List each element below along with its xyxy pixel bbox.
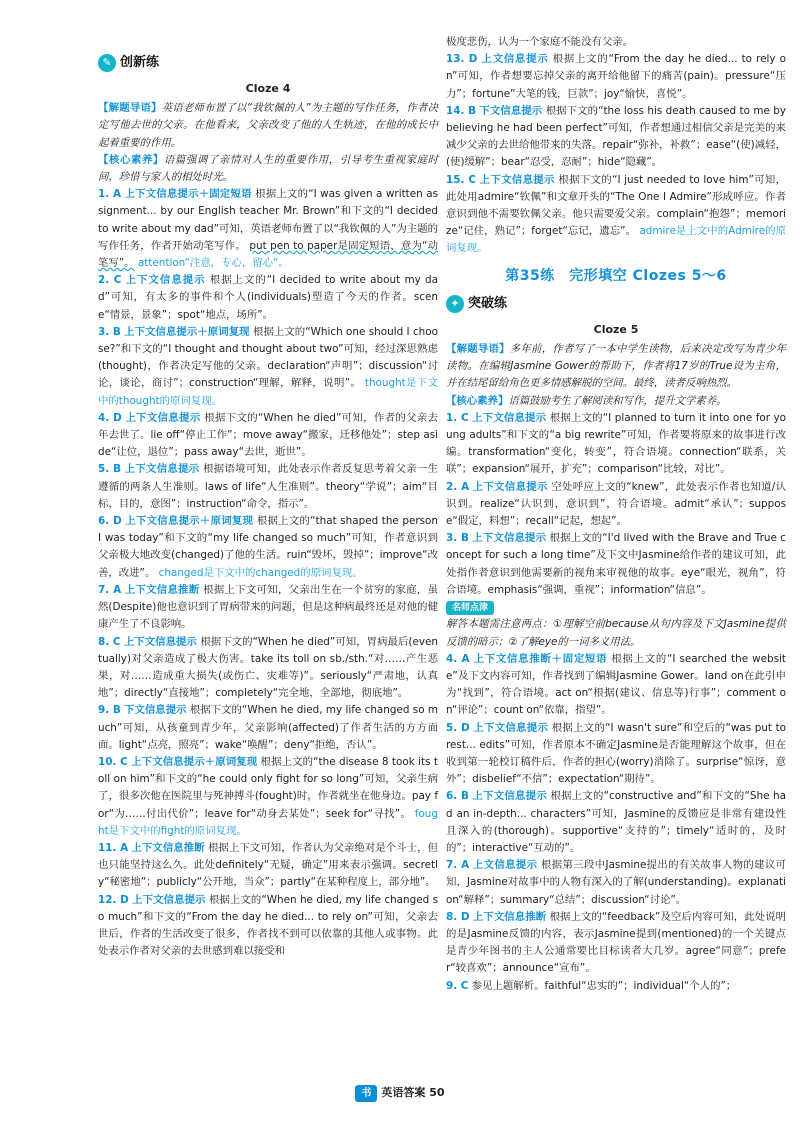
hint-tag: 上文信息提示: [481, 53, 549, 66]
answer-explanation: 根据上文的“that shaped the person I was today”和下文的“my life changed so much”可知，作者意识到父亲极大地改变(changed)了他的生活。ruin“毁坏，毁掉”；improve“改善，改进”。: [98, 515, 438, 579]
reuse-note: attention“注意，专心，留心”。: [137, 257, 289, 270]
answer-number: 6. D: [98, 515, 122, 528]
answer-item: [98, 582, 438, 634]
answer-number: 9. C: [446, 979, 469, 992]
answer-number: 7. A: [98, 583, 122, 596]
answer-number: 11. A: [98, 841, 129, 854]
book-icon: ✎: [98, 54, 116, 72]
cloze-title: Cloze 5: [593, 322, 639, 336]
page-footer: [0, 1084, 800, 1102]
right-column: [446, 34, 786, 995]
teacher-tip: [446, 599, 786, 651]
hint-tag: 上下文信息提示: [472, 411, 547, 424]
guide-paragraph: 【解题导语】多年前，作者写了一本中学生读物，后来决定改写为青少年读物。在编辑Jasmine Gower的帮助下，作者将17岁的True设为主角，并在结尾留给角色更多情感解脱的空间。最终，读者反响热烈。: [446, 343, 786, 390]
answer-number: 12. D: [98, 893, 129, 906]
hint-tag: 上下文信息提示: [132, 893, 206, 906]
answer-item: [446, 720, 786, 789]
hint-tag: 下文信息提示: [479, 104, 543, 117]
answer-explanation: 根据上文的“When he died, my life changed so much”和下文的“From the day he died... to rely on”可知，父亲去世后，作者的生活改变了很多，作者找不到可以依靠的其他人或事物。此处表示作者对父亲的去世感到难以接受和: [98, 893, 439, 958]
answer-number: 8. C: [98, 635, 121, 648]
hint-tag: 上下文信息提示: [473, 721, 549, 734]
answer-number: 4. A: [446, 652, 470, 665]
answer-number: 5. B: [98, 463, 122, 476]
answer-number: 6. B: [446, 790, 469, 803]
answer-explanation: 根据上文的“constructive and”和下文的“She had an in-depth... characters”可知，Jasmine的反馈应是非常有建设性且深入的(thorough)。supportive“支持的”；timely“适时的，及时的”；interactive“互动的”。: [446, 790, 786, 854]
answer-item: [98, 702, 438, 754]
hint-tag: 上下文信息提示: [479, 173, 555, 186]
page-number: 英语答案 50: [381, 1086, 445, 1099]
answer-item: [446, 978, 786, 995]
core-paragraph: 【核心素养】语篇鼓励考生了解阅读和写作，提升文学素养。: [446, 394, 727, 407]
answer-explanation: 根据上文的“From the day he died... to rely on”可知，作者想要忘掉父亲的离开给他留下的痛苦(pain)。pressure“压力”；fortune“大笔的钱，巨款”；joy“愉快，喜悦”。: [446, 53, 787, 100]
reuse-note: admire是上文中的Admire的原词复现。: [446, 225, 787, 255]
answer-explanation: 根据上文的“I'd lived with the Brave and True concept for such a long time”及下文中Jasmine给作者的建议可知，此处指作者意识到他需要新的视角来审视他的故事。eye“眼光，视角”，符合语境。emphasis“强调，重视”；information“信息”。: [446, 532, 786, 596]
hint-tag: 上下文信息提示: [472, 532, 547, 545]
left-answer-list: [98, 186, 438, 960]
section-title: 创新练: [120, 55, 160, 71]
answer-number: 5. D: [446, 721, 470, 734]
right-answer-list-b: [446, 410, 786, 599]
section-header-breakthrough: [446, 293, 786, 315]
answer-explanation: 根据上文的“I searched the website”及下文内容可知，作者找到了编辑Jasmine Gower。land on在此引申为“找到”，符合语境。act on“根据(建议、信息等)行事”；comment on“评论”；count on“依靠，指望”。: [446, 652, 786, 717]
answer-explanation: 根据上下文可知，父亲出生在一个贫穷的家庭，虽然(Despite)他也意识到了胃病带来的问题，但是这种病最终还是对他的健康产生了不良影响。: [98, 583, 438, 631]
tip-text: 解答本题需注意两点：①理解空前because从句内容及下文Jasmine提供反馈的暗示；②了解eye的一词多义用法。: [446, 618, 786, 648]
lesson-title: 第35练 完形填空 Clozes 5～6: [505, 267, 727, 284]
hint-tag: 上文信息提示: [472, 859, 538, 872]
answer-item: [446, 909, 786, 978]
hint-tag: 上下文信息推断＋固定短语: [473, 652, 608, 665]
answer-explanation: 根据上文的“feedback”及空后内容可知，此处说明的是Jasmine反馈的内容，表示Jasmine提到(mentioned)的一个关键点是青少年图书的主人公通常要比目标读者大几岁。agree“同意”；prefer“较喜欢”；announce“宣布”。: [446, 910, 787, 975]
reuse-note: thought是下文中的thought的原词复现。: [98, 377, 438, 407]
answer-explanation: 根据下文的“When he died, my life changed so much”可知，从孩童到青少年，父亲影响(affected)了作者生活的方方面面。light“点亮，照亮”；wake“唤醒”；deny“拒绝，否认”。: [98, 704, 438, 751]
answer-item: [446, 857, 786, 909]
answer-explanation: 根据第三段中Jasmine提出的有关故事人物的建议可知，Jasmine对故事中的人物有深入的了解(understanding)。explanation“解释”；summary“总结”；discussion“讨论”。: [446, 859, 787, 906]
answer-number: 13. D: [446, 53, 478, 66]
hint-tag: 上下文信息提示: [125, 274, 206, 287]
continued-line: 极度悲伤，认为一个家庭不能没有父亲。: [446, 36, 634, 48]
answer-item: [98, 513, 438, 582]
answer-item: [446, 651, 786, 720]
core-paragraph: 【核心素养】语篇强调了亲情对人生的重要作用，引导考生重视家庭时间，珍惜与家人的相处时光。: [98, 153, 438, 184]
answer-item: [446, 479, 786, 531]
hint-tag: 上下文信息提示＋原词复现: [125, 515, 254, 528]
answer-item: [98, 186, 438, 272]
hint-tag: 上下文信息提示＋原词复现: [131, 755, 258, 768]
answer-explanation: 根据下文的“I just needed to love him”可知，此处用admire“钦佩”和文章开头的“The One I Admire”形成呼应。作者意识到他不需要钦佩父亲。他只需要爱父亲。complain“抱怨”；memorize“记住，熟记”；forget“忘记，遗忘”。: [446, 173, 787, 238]
answer-item: [98, 272, 438, 324]
answer-number: 3. B: [446, 532, 469, 545]
answer-explanation: 根据下文的“the loss his death caused to me by believing he had been perfect”可知，作者想通过相信父亲是完美的来减少父亲的去世给他带来的失落。repair“弥补，补救”；ease“(使)减轻，(使)缓解”；bear“忍受，忍耐”；hide“隐藏”。: [446, 104, 786, 169]
reuse-note: fought是下文中的fight的原词复现。: [98, 807, 438, 837]
answer-item: [446, 172, 786, 258]
answer-explanation: 根据上文的“I was given a written assignment... by our English teacher Mr. Brown”和下文的“I decided to write about my dad”可知，英语老师布置了以“我钦佩的人”为主题的写作任务，作者开始动笔写作。: [98, 188, 438, 252]
left-column: [98, 52, 438, 960]
answer-item: [98, 892, 438, 961]
highlight-phrase: put pen to paper是固定短语，意为“动笔写”。: [98, 239, 438, 270]
reuse-note: changed是下文中的changed的原词复现。: [158, 566, 363, 579]
answer-number: 4. D: [98, 411, 122, 424]
answer-explanation: 根据上文的“the disease 8 took its toll on him”和下文的“he could only fight for so long”可知，父亲生病了，很多次他在医院里与死神搏斗(fought)时，作者就坐在他身边。pay for“为……付出代价”；leave for“动身去某处”；seek for“寻找”。: [98, 755, 438, 820]
hint-tag: 上下文信息提示: [125, 411, 201, 424]
answer-number: 7. A: [446, 859, 470, 872]
answer-item: [98, 840, 438, 892]
hint-tag: 下文信息提示: [124, 704, 187, 717]
answer-item: [446, 410, 786, 479]
footer-badge: 书: [355, 1085, 377, 1102]
answer-explanation: 参见上题解析。faithful“忠实的”；individual“个人的”；: [471, 979, 737, 992]
right-answer-list-c: [446, 651, 786, 995]
answer-explanation: 根据上文的“I planned to turn it into one for young adults”和下文的“a big rewrite”可知，作者要将原来的故事进行改编。transformation“变化，转变”，符合语境。connection“联系，关联”；expansion“展开，扩充”；comparison“比较，对比”。: [446, 411, 787, 476]
section-title: 突破练: [468, 296, 508, 312]
answer-number: 10. C: [98, 755, 128, 768]
answer-explanation: 空处呼应上文的“knew”，此处表示作者也知道/认识到。realize“认识到，意识到”，符合语境。admit“承认”；suppose“假定，料想”；recall“记起，想起”。: [446, 480, 786, 528]
answer-item: [98, 410, 438, 462]
answer-number: 9. B: [98, 704, 121, 717]
answer-number: 2. C: [98, 274, 122, 287]
answer-number: 3. B: [98, 325, 121, 338]
hint-tag: 上下文信息提示＋原词复现: [124, 325, 250, 338]
answer-number: 2. A: [446, 480, 470, 493]
answer-explanation: 根据下文的“When he died”可知，作者的父亲去年去世了。lie off“停止工作”；move away“搬家，迁移他处”；step aside“让位，退位”；pass away“去世，逝世”。: [98, 411, 438, 459]
hint-tag: 上下文信息提示＋固定短语: [124, 188, 252, 201]
answer-item: [446, 530, 786, 599]
hint-tag: 上下文信息推断: [131, 841, 205, 854]
hint-tag: 上下文信息推断: [472, 910, 547, 923]
answer-number: 15. C: [446, 173, 476, 186]
answer-number: 8. D: [446, 910, 470, 923]
answer-item: [98, 324, 438, 410]
answer-item: [446, 51, 786, 103]
tip-badge: 名师点津: [446, 601, 494, 615]
answer-explanation: 根据上下文可知，作者认为父亲绝对是个斗士，但也只能坚持这么久。此处definitely“无疑，确定”用来表示强调。secretly“秘密地”；publicly“公开地，当众”；partly“在某种程度上，部分地”。: [98, 841, 439, 889]
right-answer-list-a: [446, 51, 786, 257]
hint-tag: 上下文信息提示: [472, 790, 547, 803]
answer-item: [446, 788, 786, 857]
answer-item: [98, 634, 438, 703]
hint-tag: 上下文信息推断: [124, 583, 200, 596]
answer-explanation: 根据语境可知，此处表示作者反复思考着父亲一生遵循的两条人生准则。laws of life“人生准则”。theory“学说”；aim“目标，目的，意图”；instruction“命令，指示”。: [98, 463, 438, 510]
answer-explanation: 根据上文的“I decided to write about my dad”可知，有太多的事件和个人(individuals)塑造了今天的作者。scene“情景，景象”；spot“地点，场所”。: [98, 274, 438, 321]
answer-explanation: 根据上文的“I wasn't sure”和空后的“was put to rest... edits”可知，作者原本不确定Jasmine是否能理解这个故事，但在收到第一轮校订稿件后，作者的担心(worry)消除了。surprise“惊讶，意外”；disbelief“不信”；expectation“期待”。: [446, 721, 787, 786]
guide-paragraph: 【解题导语】英语老师布置了以“我钦佩的人”为主题的写作任务，作者决定写他去世的父亲。在他看来，父亲改变了他的人生轨迹，在他的成长中起着重要的作用。: [98, 102, 439, 149]
answer-item: [446, 103, 786, 172]
rocket-icon: ✦: [446, 295, 464, 313]
hint-tag: 上下文信息提示: [124, 463, 200, 476]
answer-item: [98, 754, 438, 840]
answer-number: 14. B: [446, 104, 477, 117]
answer-item: [98, 461, 438, 513]
cloze-title: Cloze 4: [245, 82, 291, 95]
answer-number: 1. C: [446, 411, 469, 424]
hint-tag: 上下文信息提示: [123, 635, 197, 648]
section-header-innovation: [98, 52, 438, 74]
answer-explanation: 根据上文的“Which one should I choose?”和下文的“I thought and thought about two”可知，经过深思熟虑(thought)，作者决定写他的父亲。declaration“声明”；discussion“讨论，谈论，商讨”；construction“理解，解释，说明”。: [98, 325, 438, 390]
hint-tag: 上下文信息提示: [472, 480, 548, 493]
answer-number: 1. A: [98, 188, 122, 201]
answer-explanation: 根据下文的“When he died”可知，胃病最后(eventually)对父亲造成了极大伤害。take its toll on sb./sth.“对……产生恶果，对……造成重大损失(或伤亡、灾难等)”。seriously“严肃地，认真地”；directly“直接地”；completely“完全地，全部地，彻底地”。: [98, 635, 439, 700]
